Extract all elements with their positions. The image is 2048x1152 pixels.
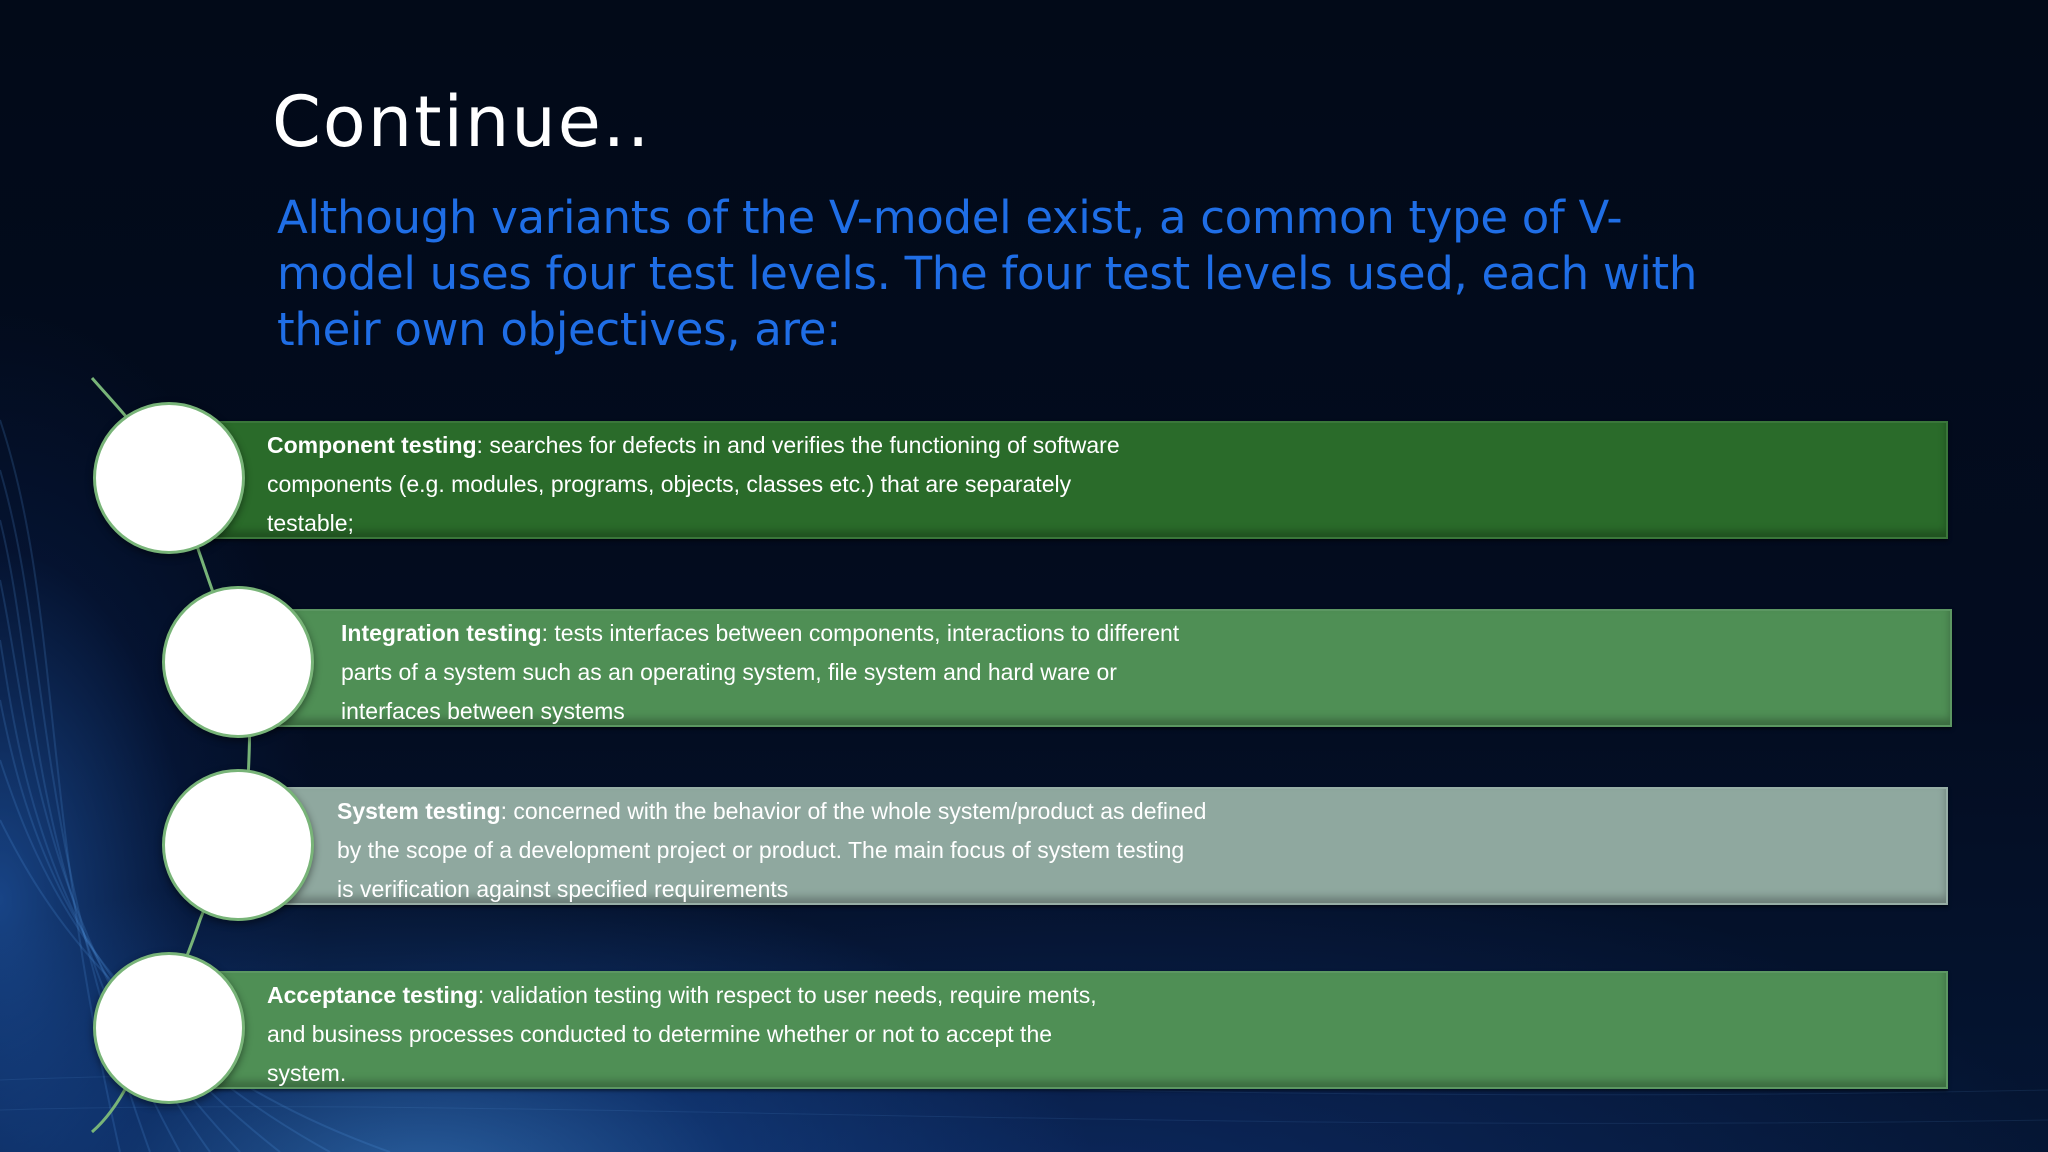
level-integration-testing	[240, 609, 1952, 727]
level-term: Component testing	[267, 432, 477, 458]
level-term: System testing	[337, 798, 501, 824]
level-description: : concerned with the behavior of the whole system/product as defined by the scope of a development project or product. The main focus of system testing is verification against specified requirements	[337, 798, 1207, 902]
level-circle	[162, 586, 314, 738]
slide-title: Continue..	[272, 81, 652, 163]
level-text	[341, 614, 1211, 731]
level-system-testing	[240, 787, 1948, 905]
level-text	[267, 426, 1137, 543]
level-term: Acceptance testing	[267, 982, 478, 1008]
level-description: : tests interfaces between components, interactions to different parts of a system such as an operating system, file system and hard ware or interfaces between systems	[341, 620, 1180, 724]
level-text	[267, 976, 1137, 1093]
level-circle	[93, 952, 245, 1104]
level-text	[337, 792, 1207, 909]
level-component-testing	[186, 421, 1948, 539]
level-description: : searches for defects in and verifies the functioning of software components (e.g. modules, programs, objects, classes etc.) that are separately testable;	[267, 432, 1120, 536]
level-circle	[162, 769, 314, 921]
level-term: Integration testing	[341, 620, 542, 646]
level-circle	[93, 402, 245, 554]
level-acceptance-testing	[186, 971, 1948, 1089]
slide-subtitle: Although variants of the V-model exist, a common type of V-model uses four test levels. The four test levels used, each with their own objectives, are:	[277, 191, 1698, 356]
level-description: : validation testing with respect to user needs, require ments, and business processes conducted to determine whether or not to accept the system.	[267, 982, 1097, 1086]
